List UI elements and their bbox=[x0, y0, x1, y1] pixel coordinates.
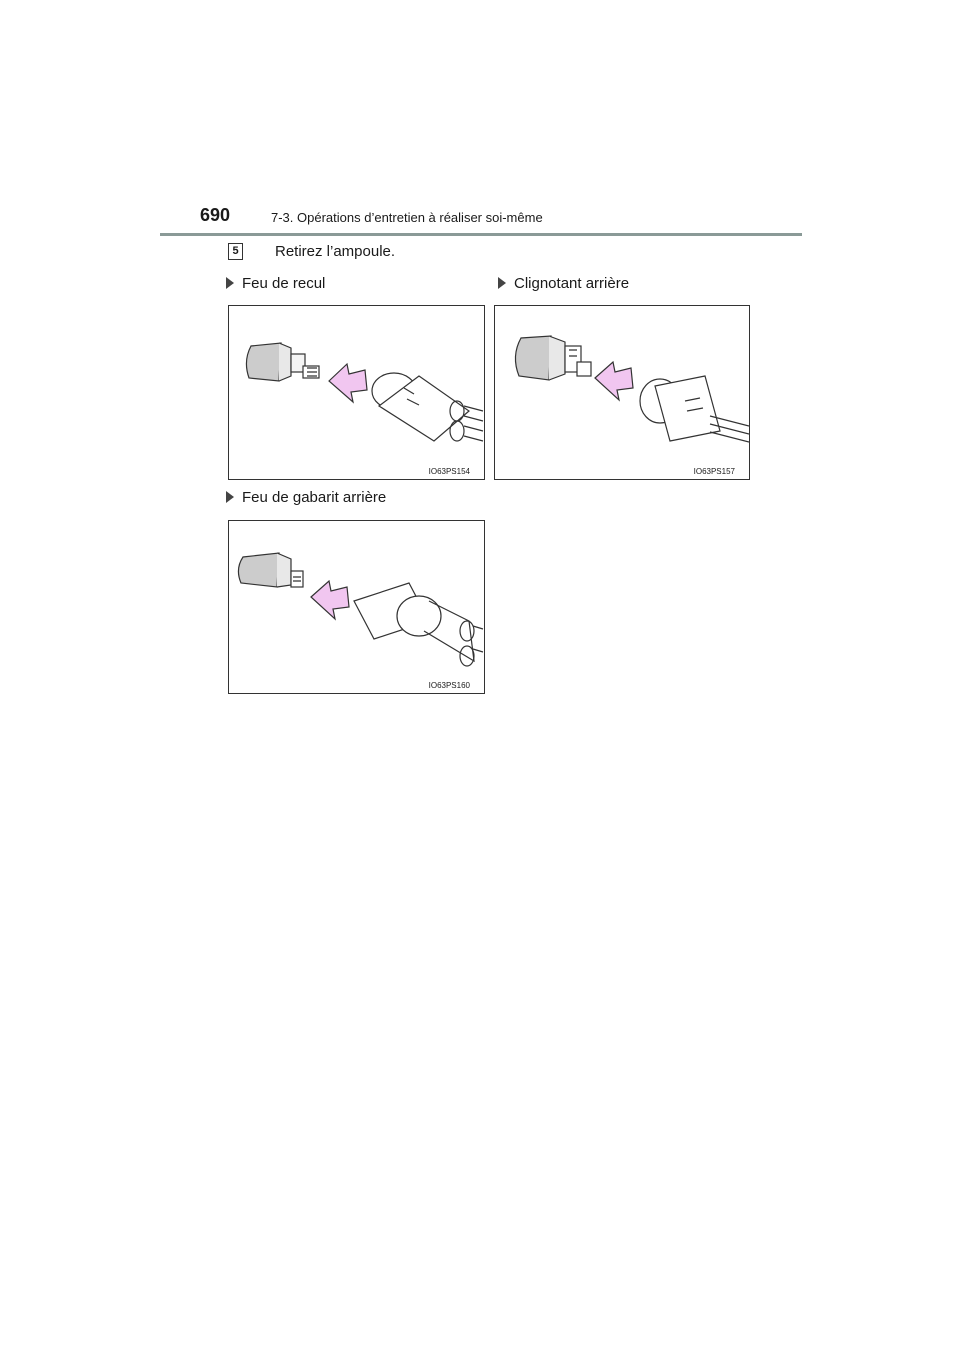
page-header bbox=[160, 200, 802, 236]
figure-label-reverse-light: Feu de recul bbox=[226, 275, 325, 292]
figure-code: IO63PS154 bbox=[428, 467, 470, 476]
header-rule bbox=[160, 233, 802, 236]
bulb-removal-illustration bbox=[229, 306, 484, 479]
bullet-triangle-icon bbox=[226, 491, 234, 503]
section-title: 7-3. Opérations d’entretien à réaliser soi-même bbox=[271, 210, 543, 225]
bulb-removal-illustration bbox=[495, 306, 749, 479]
figure-rear-side-marker bbox=[228, 520, 485, 694]
page-number: 690 bbox=[200, 205, 231, 225]
bulb-removal-illustration bbox=[229, 521, 484, 693]
bullet-triangle-icon bbox=[498, 277, 506, 289]
step-instruction: Retirez l’ampoule. bbox=[275, 243, 396, 260]
figure-label-rear-side-marker: Feu de gabarit arrière bbox=[226, 489, 386, 506]
figure-rear-turn-signal bbox=[494, 305, 750, 480]
step-number-box: 5 bbox=[228, 243, 243, 260]
figure-code: IO63PS160 bbox=[428, 681, 470, 690]
figure-reverse-light bbox=[228, 305, 485, 480]
figure-label-rear-turn-signal: Clignotant arrière bbox=[498, 275, 629, 292]
figure-code: IO63PS157 bbox=[693, 467, 735, 476]
bullet-triangle-icon bbox=[226, 277, 234, 289]
